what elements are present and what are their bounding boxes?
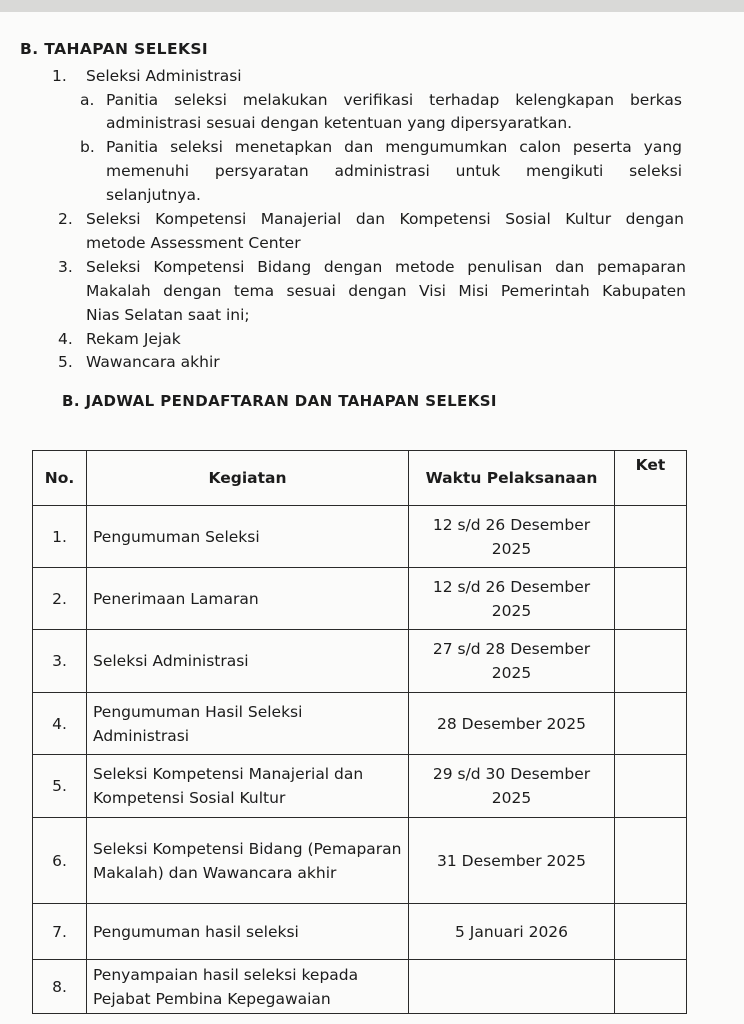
row-time <box>409 960 615 1014</box>
header-note: Ket <box>615 451 687 506</box>
row-note <box>615 960 687 1014</box>
list-item-text: metode Assessment Center <box>86 234 301 252</box>
list-number: 3. <box>58 258 73 276</box>
row-note <box>615 755 687 818</box>
row-time: 29 s/d 30 Desember 2025 <box>409 755 615 818</box>
row-time: 31 Desember 2025 <box>409 818 615 904</box>
list-number: 2. <box>58 210 73 228</box>
list-number: 5. <box>58 353 73 371</box>
row-no: 1. <box>33 506 87 568</box>
list-number: 1. <box>52 67 67 85</box>
row-note <box>615 568 687 630</box>
table-row <box>33 904 687 960</box>
document-page <box>0 12 744 1024</box>
table-row <box>33 506 687 568</box>
row-no: 7. <box>33 904 87 960</box>
sublist-item-text: memenuhi persyaratan administrasi untuk mengikuti seleksi <box>106 162 682 180</box>
list-item-text: Makalah dengan tema sesuai dengan Visi Misi Pemerintah Kabupaten <box>86 282 686 300</box>
row-no: 4. <box>33 693 87 755</box>
row-activity: Pengumuman Seleksi <box>87 506 409 568</box>
list-item-text: Nias Selatan saat ini; <box>86 306 250 324</box>
sublist-item-text: Panitia seleksi melakukan verifikasi terhadap kelengkapan berkas <box>106 91 682 109</box>
list-item-text: Wawancara akhir <box>86 353 220 371</box>
list-item-text: Rekam Jejak <box>86 330 181 348</box>
table-row <box>33 693 687 755</box>
row-no: 5. <box>33 755 87 818</box>
row-activity: Pengumuman hasil seleksi <box>87 904 409 960</box>
table-row <box>33 960 687 1014</box>
row-activity: Seleksi Kompetensi Bidang (Pemaparan Makalah) dan Wawancara akhir <box>87 818 409 904</box>
header-time: Waktu Pelaksanaan <box>409 451 615 506</box>
row-time: 12 s/d 26 Desember 2025 <box>409 506 615 568</box>
row-note <box>615 630 687 693</box>
sublist-item-text: selanjutnya. <box>106 186 201 204</box>
list-item-text: Seleksi Administrasi <box>86 67 242 85</box>
row-activity: Seleksi Kompetensi Manajerial dan Kompetensi Sosial Kultur <box>87 755 409 818</box>
schedule-table <box>32 450 687 1014</box>
table-row <box>33 630 687 693</box>
sublist-item-text: Panitia seleksi menetapkan dan mengumumkan calon peserta yang <box>106 138 682 156</box>
row-time: 27 s/d 28 Desember 2025 <box>409 630 615 693</box>
section-title-jadwal: B. JADWAL PENDAFTARAN DAN TAHAPAN SELEKSI <box>62 392 497 410</box>
row-activity: Penerimaan Lamaran <box>87 568 409 630</box>
sublist-item-text: administrasi sesuai dengan ketentuan yang dipersyaratkan. <box>106 114 573 132</box>
row-note <box>615 506 687 568</box>
list-item-text: Seleksi Kompetensi Bidang dengan metode penulisan dan pemaparan <box>86 258 686 276</box>
row-time: 28 Desember 2025 <box>409 693 615 755</box>
table-row <box>33 755 687 818</box>
row-note <box>615 818 687 904</box>
header-no: No. <box>33 451 87 506</box>
row-time: 12 s/d 26 Desember 2025 <box>409 568 615 630</box>
row-no: 6. <box>33 818 87 904</box>
row-no: 8. <box>33 960 87 1014</box>
row-note <box>615 904 687 960</box>
sublist-letter: a. <box>80 91 95 109</box>
row-activity: Penyampaian hasil seleksi kepada Pejabat Pembina Kepegawaian <box>87 960 409 1014</box>
row-time: 5 Januari 2026 <box>409 904 615 960</box>
section-title-tahapan: B. TAHAPAN SELEKSI <box>20 40 209 58</box>
row-activity: Pengumuman Hasil Seleksi Administrasi <box>87 693 409 755</box>
row-note <box>615 693 687 755</box>
table-header-row <box>33 451 687 506</box>
table-row <box>33 568 687 630</box>
row-no: 3. <box>33 630 87 693</box>
list-number: 4. <box>58 330 73 348</box>
row-activity: Seleksi Administrasi <box>87 630 409 693</box>
header-activity: Kegiatan <box>87 451 409 506</box>
table-row <box>33 818 687 904</box>
row-no: 2. <box>33 568 87 630</box>
list-item-text: Seleksi Kompetensi Manajerial dan Kompetensi Sosial Kultur dengan <box>86 210 684 228</box>
sublist-letter: b. <box>80 138 95 156</box>
